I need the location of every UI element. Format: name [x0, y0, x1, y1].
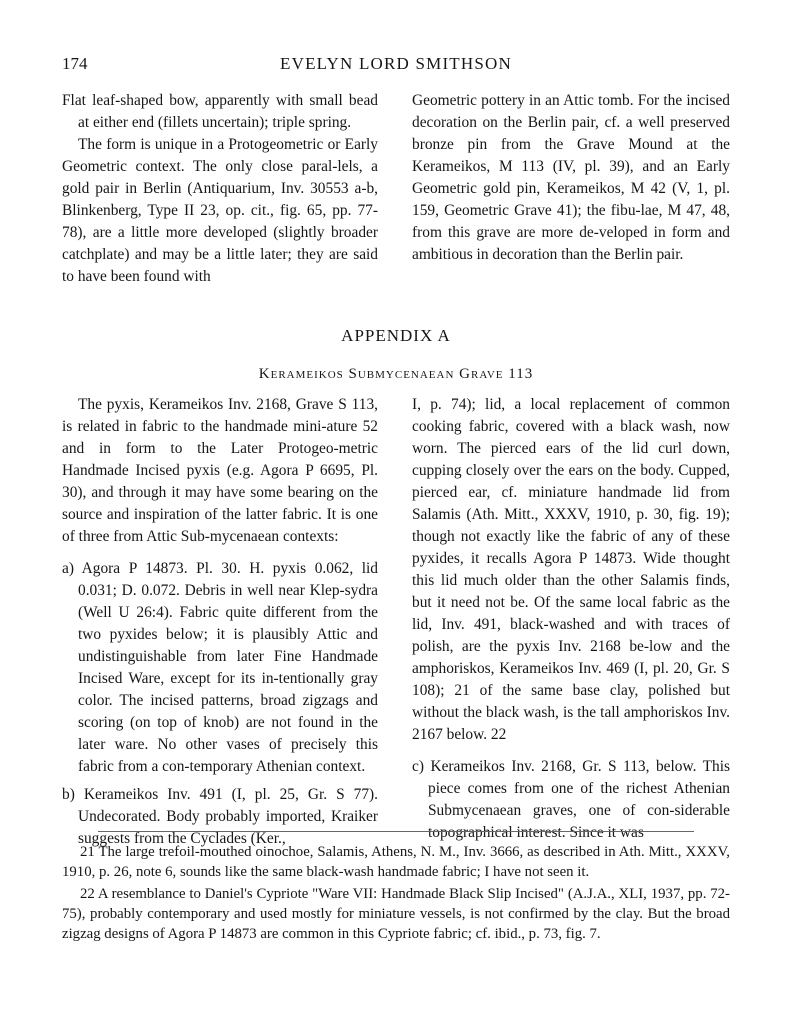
page-header — [62, 54, 730, 78]
fibula-description: Flat leaf-shaped bow, apparently with small bead at either end (fillets uncertain); triple spring. — [62, 92, 378, 131]
item-b-continuation: I, p. 74); lid, a local replacement of common cooking fabric, covered with a black wash, now worn. The pierced ears of the lid curl down, cupping closely over the ears on the body. Cupped, pierced ear, cf. miniature handmade lid from Salamis (Ath. Mitt., XXXV, 1910, p. 30, fig. 19); though not exactly like the fabric of any of these pyxides, it recalls Agora P 14873. Wide thought this lid much older than the other Salamis finds, but it need not be. Of the same local fabric as the lid, Inv. 491, black-washed and with traces of polish, are the pyxis Inv. 2168 be-low and the amphoriskos, Kerameikos Inv. 469 (I, pl. 20, Gr. S 108); 21 of the same base clay, polished but without the black wash, is the tall amphoriskos Inv. 2167 below. 22 — [412, 396, 730, 743]
appendix-intro: The pyxis, Kerameikos Inv. 2168, Grave S 113, is related in fabric to the handmade mini-ature 52 and in form to the Later Protogeo-metric Handmade Incised pyxis (e.g. Agora P 6695, Pl. 30), and through it may have some bearing on the source and inspiration of the latter fabric. It is one of three from Attic Sub-mycenaean contexts: — [62, 396, 378, 545]
running-head: EVELYN LORD SMITHSON — [280, 54, 512, 73]
appendix-left-column — [62, 394, 378, 850]
top-left-column — [62, 90, 378, 288]
item-c-paragraph: c) Kerameikos Inv. 2168, Gr. S 113, below. This piece comes from one of the richest Athenian Submycenaean graves, one of con-siderable topographical interest. Since it was — [412, 758, 730, 841]
fibula-commentary: The form is unique in a Protogeometric or Early Geometric context. The only close paral-lels, a gold pair in Berlin (Antiquarium, Inv. 30553 a-b, Blinkenberg, Type II 23, op. cit., fig. 65, pp. 77-78), are a little more developed (slightly broader catchplate) and may be a little later; they are said to have been found with — [62, 136, 378, 285]
item-b-paragraph: b) Kerameikos Inv. 491 (I, pl. 25, Gr. S 77). Undecorated. Body probably imported, Kraiker suggests from the Cyclades (Ker., — [62, 786, 378, 847]
page-number: 174 — [62, 54, 88, 73]
appendix-right-column — [412, 394, 730, 844]
footnote-rule — [98, 831, 694, 832]
appendix-title: APPENDIX A — [341, 326, 451, 345]
item-a-paragraph: a) Agora P 14873. Pl. 30. H. pyxis 0.062, lid 0.031; D. 0.072. Debris in well near Klep-sydra (Well U 26:4). Fabric quite different from the two pyxides below; it is plausibly Attic and undistinguishable from later Fine Handmade Incised Ware, except for its in-tentionally gray color. The incised patterns, broad zigzags and scoring (on top of knob) are not found in the later ware. No other vases of precisely this fabric from a con-temporary Athenian context. — [62, 560, 378, 775]
fibula-commentary-cont: Geometric pottery in an Attic tomb. For the incised decoration on the Berlin pair, cf. a well preserved bronze pin from the Grave Mound at the Kerameikos, M 113 (IV, pl. 39), and an Early Geometric gold pin, Kerameikos, M 42 (V, 1, pl. 159, Geometric Grave 41); the fibu-lae, M 47, 48, from this grave are more de-veloped in form and ambitious in decoration than the Berlin pair. — [412, 92, 730, 263]
footnotes — [62, 842, 730, 944]
footnote-22: 22 A resemblance to Daniel's Cypriote "Ware VII: Handmade Black Slip Incised" (A.J.A., XLI, 1937, pp. 72-75), probably contemporary and used mostly for miniature vessels, is not confirmed by the clay. But the broad zigzag designs of Agora P 14873 are common in this Cypriote fabric; cf. ibid., p. 73, fig. 7. — [62, 886, 730, 942]
top-right-column — [412, 90, 730, 266]
appendix-subtitle: Kerameikos Submycenaean Grave 113 — [258, 366, 534, 382]
footnote-21: 21 The large trefoil-mouthed oinochoe, Salamis, Athens, N. M., Inv. 3666, as described in Ath. Mitt., XXXV, 1910, p. 26, note 6, sounds like the same black-wash handmade fabric; I have not seen it. — [62, 844, 730, 880]
